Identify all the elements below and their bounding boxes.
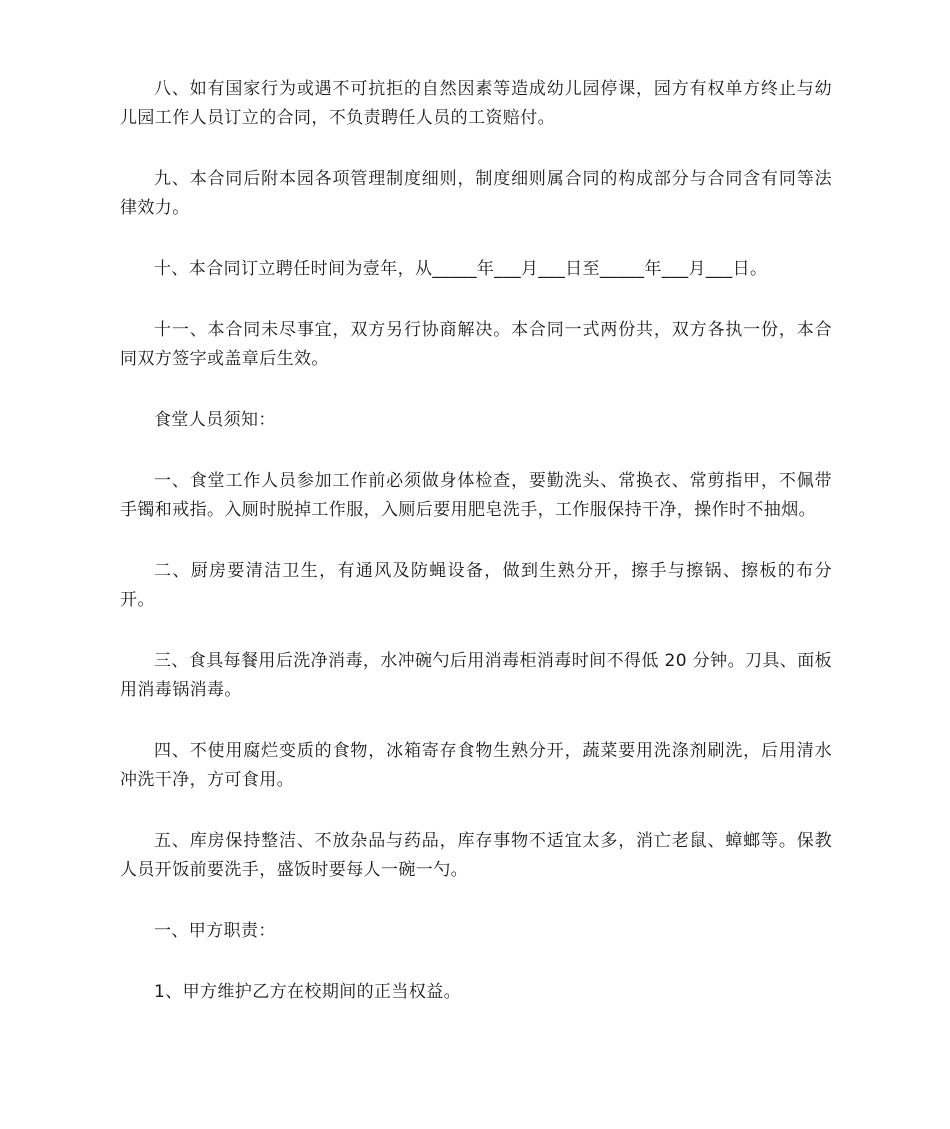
section-heading-party-a-duties: 一、甲方职责： [154, 921, 276, 941]
paragraph-canteen-rule-5: 五、库房保持整洁、不放杂品与药品，库存事物不适宜太多，消亡老鼠、蟑螂等。保教人员开饭前要洗手，盛饭时要每人一碗一勺。 [120, 831, 832, 880]
paragraph-party-a-duty-1: 1、甲方维护乙方在校期间的正当权益。 [154, 982, 462, 1002]
paragraph-canteen-rule-2: 二、厨房要清洁卫生，有通风及防蝇设备，做到生熟分开，擦手与擦锅、擦板的布分开。 [120, 561, 832, 610]
paragraph-canteen-rule-3: 三、食具每餐用后洗净消毒，水冲碗勺后用消毒柜消毒时间不得低 20 分钟。刀具、面板用消毒锅消毒。 [120, 651, 832, 700]
paragraph-canteen-rule-4: 四、不使用腐烂变质的食物，冰箱寄存食物生熟分开，蔬菜要用洗涤剂刷洗，后用清水冲洗干净，方可食用。 [120, 741, 832, 790]
paragraph-clause-8: 八、如有国家行为或遇不可抗拒的自然因素等造成幼儿园停课，园方有权单方终止与幼儿园工作人员订立的合同，不负责聘任人员的工资赔付。 [120, 79, 832, 128]
paragraph-clause-9: 九、本合同后附本园各项管理制度细则，制度细则属合同的构成部分与合同含有同等法律效力。 [120, 169, 832, 218]
paragraph-canteen-rule-1: 一、食堂工作人员参加工作前必须做身体检查，要勤洗头、常换衣、常剪指甲，不佩带手镯和戒指。入厕时脱掉工作服，入厕后要用肥皂洗手，工作服保持干净，操作时不抽烟。 [120, 471, 832, 520]
section-heading-canteen-notice: 食堂人员须知： [154, 410, 276, 430]
paragraph-clause-11: 十一、本合同未尽事宜，双方另行协商解决。本合同一式两份共，双方各执一份，本合同双方签字或盖章后生效。 [120, 320, 832, 369]
paragraph-clause-10: 十、本合同订立聘任时间为壹年，从_____年___月___日至_____年___月___日。 [154, 259, 768, 279]
document-body [120, 75, 832, 1039]
